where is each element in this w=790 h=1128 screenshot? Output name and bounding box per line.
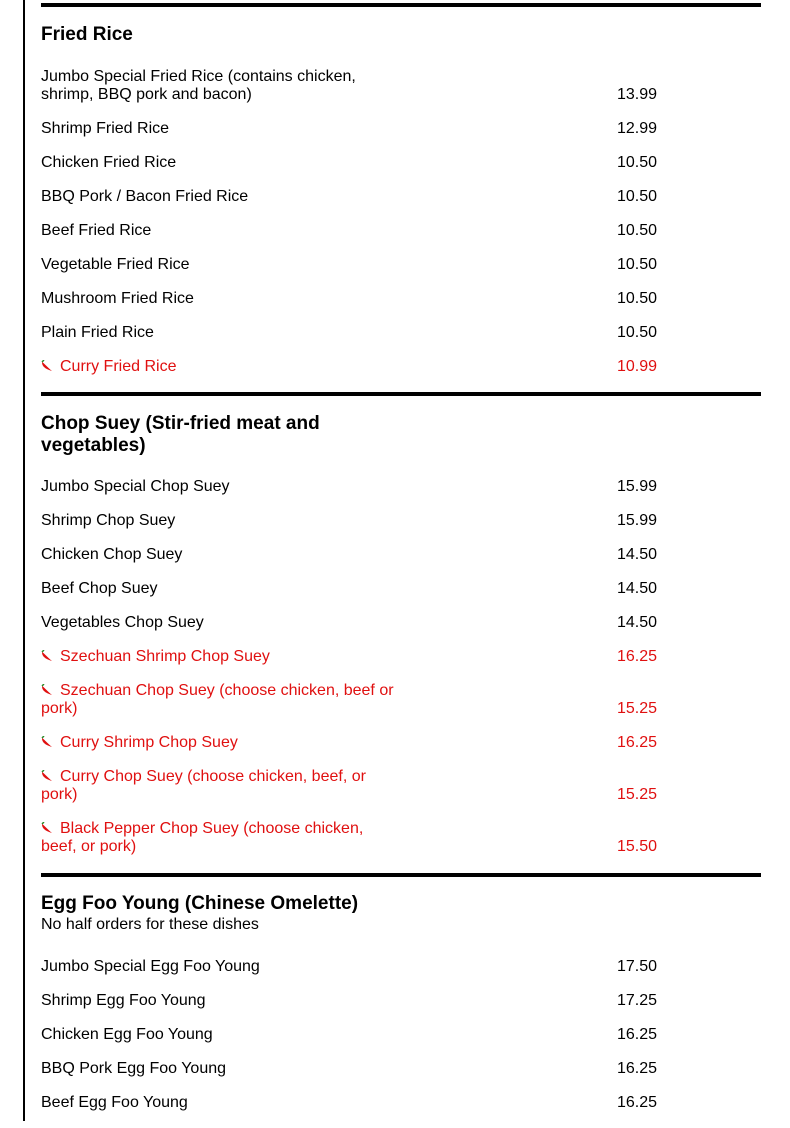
menu-item-spicy[interactable] bbox=[41, 734, 761, 752]
item-price: 15.25 bbox=[617, 700, 658, 717]
item-price: 14.50 bbox=[617, 546, 658, 563]
chili-pepper-icon bbox=[41, 736, 54, 748]
menu-item[interactable] bbox=[41, 512, 761, 530]
menu-section-egg-foo-young bbox=[41, 873, 761, 1112]
item-price: 10.50 bbox=[617, 324, 658, 341]
item-name: Vegetable Fried Rice bbox=[41, 256, 190, 273]
item-name: Szechuan Shrimp Chop Suey bbox=[41, 648, 401, 666]
item-name: Shrimp Egg Foo Young bbox=[41, 992, 206, 1009]
item-name: Shrimp Fried Rice bbox=[41, 120, 170, 137]
item-price: 12.99 bbox=[617, 120, 658, 137]
menu-item-spicy[interactable] bbox=[41, 682, 761, 718]
item-price: 14.50 bbox=[617, 614, 658, 631]
item-price: 16.25 bbox=[617, 734, 658, 751]
chili-pepper-icon bbox=[41, 822, 54, 834]
menu-item[interactable] bbox=[41, 188, 761, 206]
menu-item[interactable] bbox=[41, 478, 761, 496]
menu-item[interactable] bbox=[41, 614, 761, 632]
menu-item[interactable] bbox=[41, 68, 761, 104]
section-title: Chop Suey (Stir-fried meat and vegetables) bbox=[41, 413, 320, 456]
item-price: 10.50 bbox=[617, 290, 658, 307]
menu-item[interactable] bbox=[41, 290, 761, 308]
item-name: Curry Chop Suey (choose chicken, beef, or pork) bbox=[41, 768, 366, 803]
menu-item-spicy[interactable] bbox=[41, 648, 761, 666]
menu-item[interactable] bbox=[41, 1026, 761, 1044]
left-border bbox=[23, 0, 25, 1121]
menu-section-chop-suey bbox=[41, 392, 761, 856]
menu-item-spicy[interactable] bbox=[41, 358, 761, 376]
menu-item[interactable] bbox=[41, 154, 761, 172]
item-name: Chicken Fried Rice bbox=[41, 154, 177, 171]
item-name: Curry Shrimp Chop Suey bbox=[41, 734, 401, 752]
menu-item[interactable] bbox=[41, 1060, 761, 1078]
item-name: Jumbo Special Fried Rice (contains chicken, shrimp, BBQ pork and bacon) bbox=[41, 68, 356, 103]
section-note: No half orders for these dishes bbox=[41, 916, 259, 933]
item-name: Black Pepper Chop Suey (choose chicken, beef, or pork) bbox=[41, 820, 364, 855]
chili-pepper-icon bbox=[41, 650, 54, 662]
item-price: 10.50 bbox=[617, 188, 658, 205]
item-price: 16.25 bbox=[617, 1026, 658, 1043]
item-name: Jumbo Special Egg Foo Young bbox=[41, 958, 260, 975]
item-name: Chicken Egg Foo Young bbox=[41, 1026, 213, 1043]
item-list bbox=[41, 958, 761, 1112]
section-header bbox=[41, 7, 761, 68]
menu-item-spicy[interactable] bbox=[41, 768, 761, 804]
item-price: 16.25 bbox=[617, 1060, 658, 1077]
item-name: Jumbo Special Chop Suey bbox=[41, 478, 230, 495]
section-title: Fried Rice bbox=[41, 24, 133, 45]
section-header bbox=[41, 396, 761, 478]
item-name: Szechuan Chop Suey (choose chicken, beef or pork) bbox=[41, 682, 394, 717]
menu-item[interactable] bbox=[41, 992, 761, 1010]
menu-item[interactable] bbox=[41, 580, 761, 598]
section-header bbox=[41, 877, 761, 958]
item-price: 10.99 bbox=[617, 358, 658, 375]
item-price: 13.99 bbox=[617, 86, 658, 103]
item-price: 10.50 bbox=[617, 256, 658, 273]
menu-item[interactable] bbox=[41, 1094, 761, 1112]
section-title: Egg Foo Young (Chinese Omelette) bbox=[41, 893, 359, 914]
item-price: 15.99 bbox=[617, 478, 658, 495]
menu-item-spicy[interactable] bbox=[41, 820, 761, 856]
item-list bbox=[41, 68, 761, 376]
menu-item[interactable] bbox=[41, 958, 761, 976]
item-name: Beef Chop Suey bbox=[41, 580, 158, 597]
chili-pepper-icon bbox=[41, 770, 54, 782]
chili-pepper-icon bbox=[41, 360, 54, 372]
item-price: 16.25 bbox=[617, 1094, 658, 1111]
menu-section-fried-rice bbox=[41, 3, 761, 376]
item-list bbox=[41, 478, 761, 856]
item-price: 15.99 bbox=[617, 512, 658, 529]
item-price: 16.25 bbox=[617, 648, 658, 665]
item-name: Shrimp Chop Suey bbox=[41, 512, 176, 529]
item-price: 10.50 bbox=[617, 222, 658, 239]
item-name: BBQ Pork / Bacon Fried Rice bbox=[41, 188, 249, 205]
item-price: 17.50 bbox=[617, 958, 658, 975]
item-name: Mushroom Fried Rice bbox=[41, 290, 194, 307]
menu-item[interactable] bbox=[41, 324, 761, 342]
item-name: Curry Fried Rice bbox=[41, 358, 401, 376]
item-price: 14.50 bbox=[617, 580, 658, 597]
menu-content bbox=[41, 0, 761, 1128]
item-name: BBQ Pork Egg Foo Young bbox=[41, 1060, 227, 1077]
item-price: 15.50 bbox=[617, 838, 658, 855]
menu-item[interactable] bbox=[41, 256, 761, 274]
item-name: Chicken Chop Suey bbox=[41, 546, 183, 563]
chili-pepper-icon bbox=[41, 684, 54, 696]
item-price: 17.25 bbox=[617, 992, 658, 1009]
item-name: Beef Egg Foo Young bbox=[41, 1094, 188, 1111]
item-name: Plain Fried Rice bbox=[41, 324, 154, 341]
item-price: 10.50 bbox=[617, 154, 658, 171]
menu-item[interactable] bbox=[41, 120, 761, 138]
menu-item[interactable] bbox=[41, 222, 761, 240]
item-name: Beef Fried Rice bbox=[41, 222, 152, 239]
item-price: 15.25 bbox=[617, 786, 658, 803]
item-name: Vegetables Chop Suey bbox=[41, 614, 204, 631]
menu-item[interactable] bbox=[41, 546, 761, 564]
